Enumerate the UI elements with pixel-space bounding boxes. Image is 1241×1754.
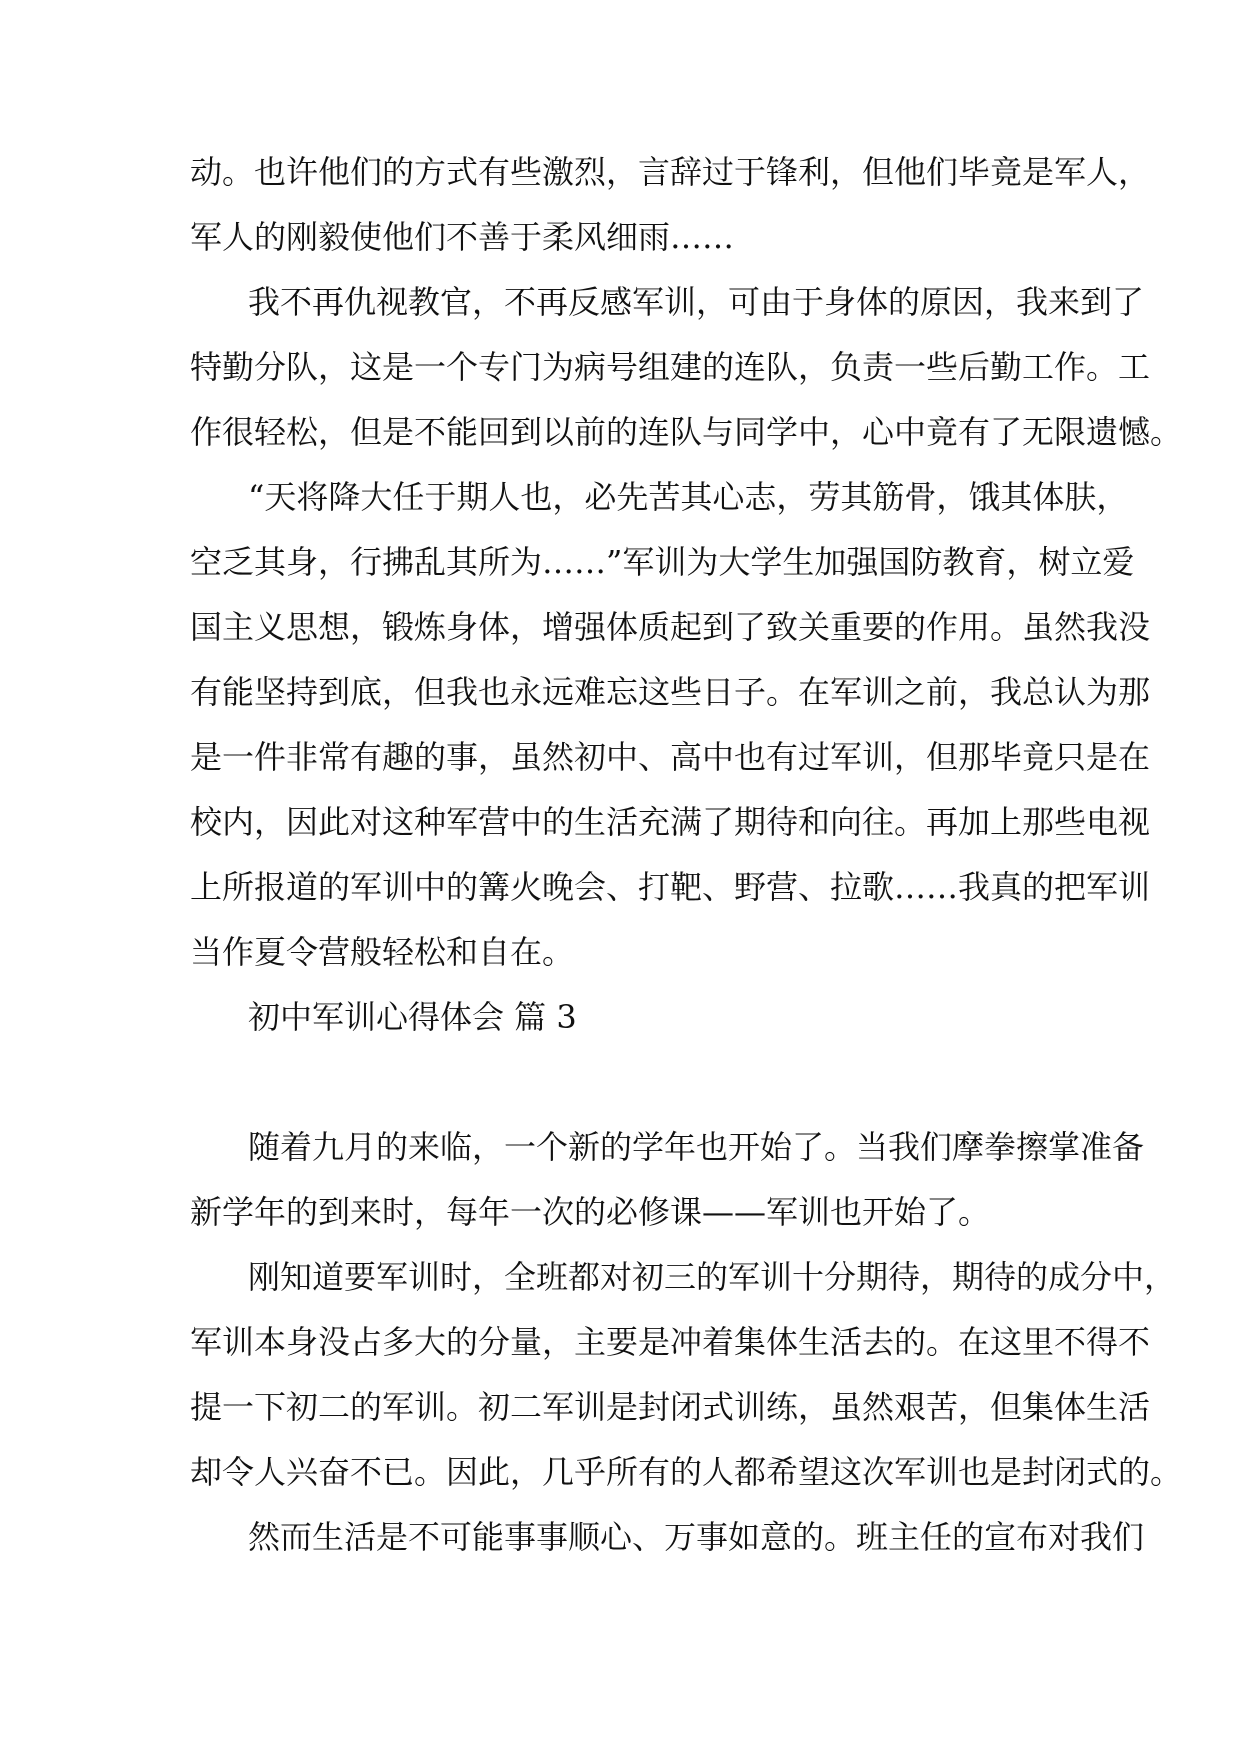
paragraph-line: 空乏其身，行拂乱其所为……”军训为大学生加强国防教育，树立爱 — [190, 543, 1135, 581]
section-heading-text: 初中军训心得体会 篇 3 — [248, 998, 577, 1036]
paragraph-line: 刚知道要军训时，全班都对初三的军训十分期待，期待的成分中， — [248, 1258, 1177, 1296]
paragraph-line: 我不再仇视教官，不再反感军训，可由于身体的原因，我来到了 — [248, 283, 1145, 321]
paragraph-6 — [190, 1505, 1145, 1570]
blank-line — [190, 1050, 1070, 1115]
paragraph-line: 校内，因此对这种军营中的生活充满了期待和向往。再加上那些电视 — [190, 803, 1151, 841]
paragraph-line: 然而生活是不可能事事顺心、万事如意的。班主任的宣布对我们 — [248, 1518, 1145, 1556]
paragraph-line: 是一件非常有趣的事，虽然初中、高中也有过军训，但那毕竟只是在 — [190, 738, 1151, 776]
paragraph-2 — [190, 270, 1183, 465]
paragraph-line: 军训本身没占多大的分量，主要是冲着集体生活去的。在这里不得不 — [190, 1323, 1151, 1361]
paragraph-1 — [190, 140, 1151, 270]
paragraph-line: 作很轻松，但是不能回到以前的连队与同学中，心中竟有了无限遗憾。 — [190, 413, 1183, 451]
paragraph-line: 军人的刚毅使他们不善于柔风细雨…… — [190, 218, 735, 256]
paragraph-line: 却令人兴奋不已。因此，几乎所有的人都希望这次军训也是封闭式的。 — [190, 1453, 1183, 1491]
section-heading — [190, 985, 1070, 1050]
paragraph-4 — [190, 1115, 1145, 1245]
paragraph-line: 随着九月的来临，一个新的学年也开始了。当我们摩拳擦掌准备 — [248, 1128, 1145, 1166]
paragraph-line: 当作夏令营般轻松和自在。 — [190, 933, 575, 971]
paragraph-5 — [190, 1245, 1183, 1505]
document-body — [190, 140, 1183, 1570]
paragraph-line: 新学年的到来时，每年一次的必修课——军训也开始了。 — [190, 1193, 991, 1231]
paragraph-line: 提一下初二的军训。初二军训是封闭式训练，虽然艰苦，但集体生活 — [190, 1388, 1151, 1426]
paragraph-line: 特勤分队，这是一个专门为病号组建的连队，负责一些后勤工作。工 — [190, 348, 1151, 386]
paragraph-line: 国主义思想，锻炼身体，增强体质起到了致关重要的作用。虽然我没 — [190, 608, 1151, 646]
paragraph-line: 有能坚持到底，但我也永远难忘这些日子。在军训之前，我总认为那 — [190, 673, 1151, 711]
paragraph-line: “天将降大任于期人也，必先苦其心志，劳其筋骨，饿其体肤， — [248, 478, 1129, 516]
paragraph-line: 上所报道的军训中的篝火晚会、打靶、野营、拉歌……我真的把军训 — [190, 868, 1151, 906]
paragraph-line: 动。也许他们的方式有些激烈，言辞过于锋利，但他们毕竟是军人， — [190, 153, 1151, 191]
paragraph-3 — [190, 465, 1151, 985]
